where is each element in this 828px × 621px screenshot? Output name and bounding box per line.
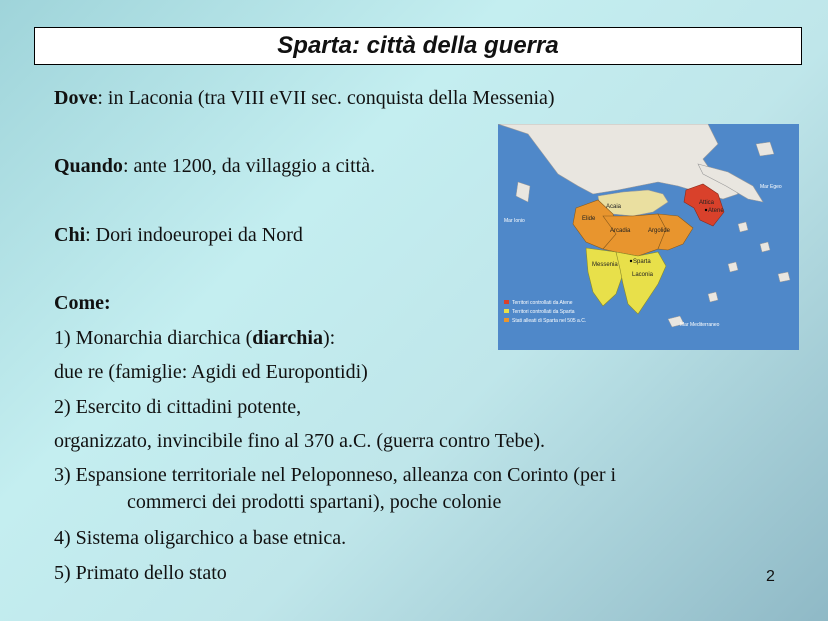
atene-dot — [705, 209, 707, 211]
label-laconia: Laconia — [632, 272, 654, 278]
come-line — [54, 291, 111, 315]
island — [728, 262, 738, 272]
island — [516, 182, 530, 202]
point-2: 2) Esercito di cittadini potente, — [54, 396, 302, 418]
legend-alleati: Stati alleati di Sparta nel 505 a.C. — [512, 318, 587, 324]
come-label: Come: — [54, 292, 111, 314]
point-1 — [54, 326, 335, 350]
point-3: 3) Espansione territoriale nel Peloponneso, alleanza con Corinto (per i — [54, 464, 617, 486]
page-number: 2 — [766, 568, 775, 585]
label-mar-ionio: Mar Ionio — [504, 218, 525, 224]
point-2b: organizzato, invincibile fino al 370 a.C. (guerra contro Tebe). — [54, 430, 546, 452]
map-svg — [498, 124, 799, 350]
point-1-prefix: 1) Monarchia diarchica ( — [54, 327, 253, 349]
label-elide: Elide — [582, 216, 596, 222]
slide-title: Sparta: città della guerra — [34, 27, 802, 65]
legend-swatch-atene — [504, 300, 509, 304]
quando-line — [54, 154, 375, 178]
legend-swatch-sparta — [504, 309, 509, 313]
legend-atene: Territori controllati da Atene — [512, 300, 573, 306]
island — [738, 222, 748, 232]
greece-map — [498, 124, 799, 350]
label-arcadia: Arcadia — [610, 228, 631, 234]
chi-text: : Dori indoeuropei da Nord — [85, 224, 303, 246]
quando-label: Quando — [54, 155, 123, 177]
point-3b: commerci dei prodotti spartani), poche colonie — [127, 491, 502, 513]
legend-sparta: Territori controllati da Sparta — [512, 309, 575, 315]
dove-text: : in Laconia (tra VIII eVII sec. conquista della Messenia) — [97, 87, 555, 109]
chi-line — [54, 223, 303, 247]
label-attica: Attica — [699, 200, 715, 206]
chi-label: Chi — [54, 224, 86, 246]
point-5: 5) Primato dello stato — [54, 562, 227, 584]
label-messenia: Messenia — [592, 262, 618, 268]
label-mar-mediterraneo: Mar Mediterraneo — [680, 322, 720, 328]
label-sparta: Sparta — [633, 259, 651, 265]
label-acaia: Acaia — [606, 204, 622, 210]
quando-text: : ante 1200, da villaggio a città. — [122, 155, 376, 177]
dove-line — [54, 86, 555, 110]
point-1b: due re (famiglie: Agidi ed Europontidi) — [54, 361, 368, 383]
legend-swatch-alleati — [504, 318, 509, 322]
point-4: 4) Sistema oligarchico a base etnica. — [54, 527, 347, 549]
island — [756, 142, 774, 156]
point-1-bold: diarchia — [252, 327, 323, 349]
island — [708, 292, 718, 302]
label-atene: Atene — [708, 208, 724, 214]
island — [760, 242, 770, 252]
sparta-dot — [630, 260, 632, 262]
label-mar-egeo: Mar Egeo — [760, 184, 782, 190]
point-1-suffix: ): — [323, 327, 336, 349]
island — [778, 272, 790, 282]
label-argolide: Argolide — [648, 228, 671, 234]
dove-label: Dove — [54, 87, 98, 109]
